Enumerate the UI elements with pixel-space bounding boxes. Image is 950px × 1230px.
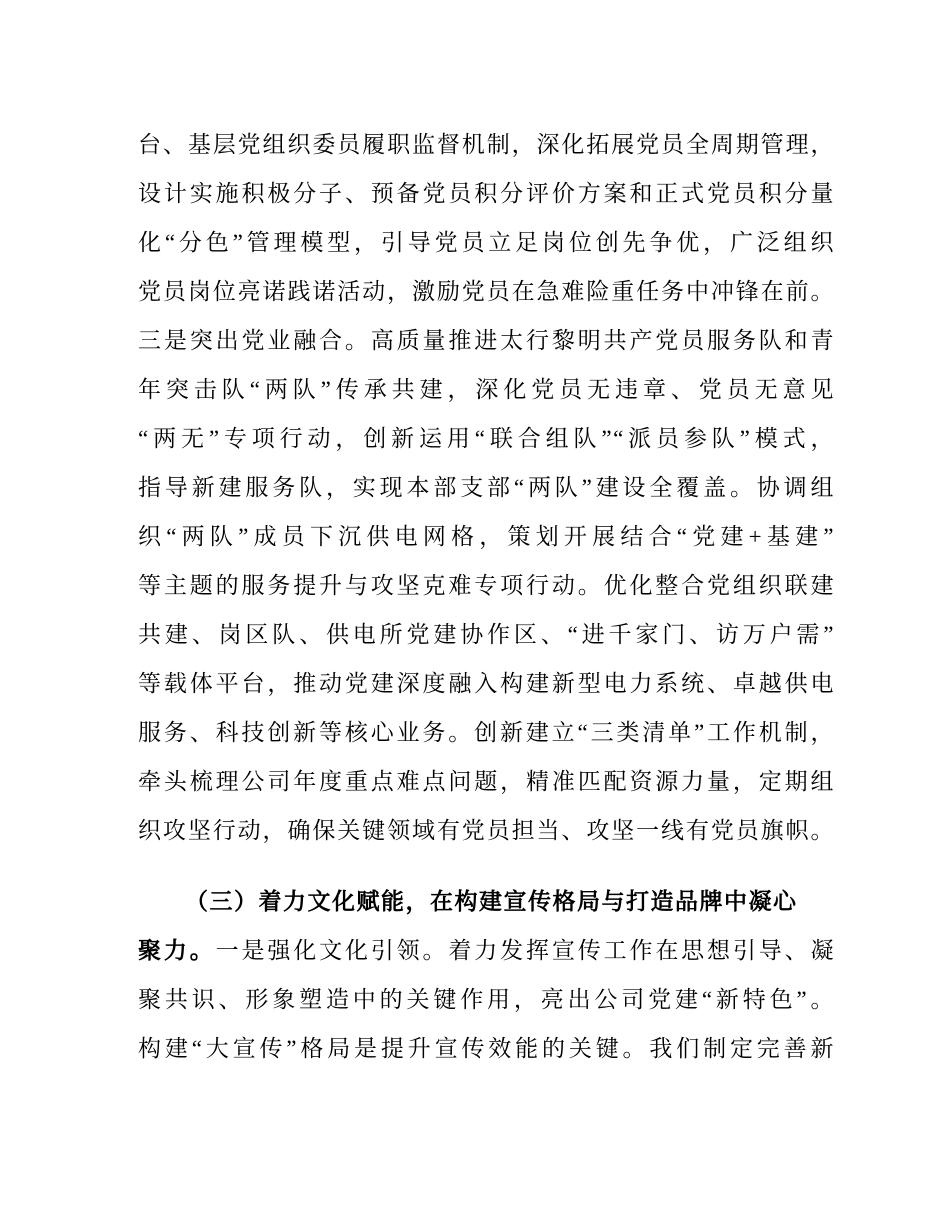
body-text: 台、基层党组织委员履职监督机制，深化拓展党员全周期管理， (138, 132, 835, 157)
section-heading (138, 877, 835, 926)
text-line (138, 561, 835, 610)
body-text: 聚共识、形象塑造中的关键作用，亮出公司党建“新特色”。 (138, 987, 835, 1012)
body-text: 设计实施积极分子、预备党员积分评价方案和正式党员积分量 (138, 181, 835, 206)
text-line (138, 169, 835, 218)
body-text: 牵头梳理公司年度重点难点问题，精准匹配资源力量，定期组 (138, 769, 835, 794)
body-text: 服务、科技创新等核心业务。创新建立“三类清单”工作机制， (138, 720, 835, 745)
body-text: 等主题的服务提升与攻坚克难专项行动。优化整合党组织联建 (138, 573, 835, 598)
body-text: 一是强化文化引领。着力发挥宣传工作在思想引导、凝 (215, 938, 836, 963)
heading-bold-text: （三）着力文化赋能，在构建宣传格局与打造品牌中凝心 (185, 888, 798, 914)
text-line (138, 757, 835, 806)
text-line (138, 610, 835, 659)
body-text: 织攻坚行动，确保关键领域有党员担当、攻坚一线有党员旗帜。 (138, 818, 835, 843)
text-line (138, 1024, 835, 1073)
text-line (138, 659, 835, 708)
text-line (138, 926, 835, 975)
body-text: 化“分色”管理模型，引导党员立足岗位创先争优，广泛组织 (138, 230, 835, 255)
body-text: 三是突出党业融合。高质量推进太行黎明共产党员服务队和青 (138, 328, 835, 353)
body-text: 织“两队”成员下沉供电网格，策划开展结合“党建+基建” (138, 524, 835, 549)
text-block (138, 120, 835, 1073)
text-line (138, 806, 835, 855)
body-text: 共建、岗区队、供电所党建协作区、“进千家门、访万户需” (138, 622, 835, 647)
text-line (138, 512, 835, 561)
body-text: 年突击队“两队”传承共建，深化党员无违章、党员无意见 (138, 377, 835, 402)
body-text: 指导新建服务队，实现本部支部“两队”建设全覆盖。协调组 (138, 475, 835, 500)
text-line (138, 218, 835, 267)
text-line (138, 708, 835, 757)
body-text: 党员岗位亮诺践诺活动，激励党员在急难险重任务中冲锋在前。 (138, 279, 835, 304)
body-text: 等载体平台，推动党建深度融入构建新型电力系统、卓越供电 (138, 671, 835, 696)
text-line (138, 267, 835, 316)
text-line (138, 975, 835, 1024)
text-line (138, 414, 835, 463)
text-line (138, 120, 835, 169)
text-line (138, 365, 835, 414)
body-text: 构建“大宣传”格局是提升宣传效能的关键。我们制定完善新 (138, 1036, 835, 1061)
body-text: “两无”专项行动，创新运用“联合组队”“派员参队”模式， (138, 426, 835, 451)
text-line (138, 316, 835, 365)
text-line (138, 463, 835, 512)
heading-bold-text: 聚力。 (138, 937, 216, 963)
